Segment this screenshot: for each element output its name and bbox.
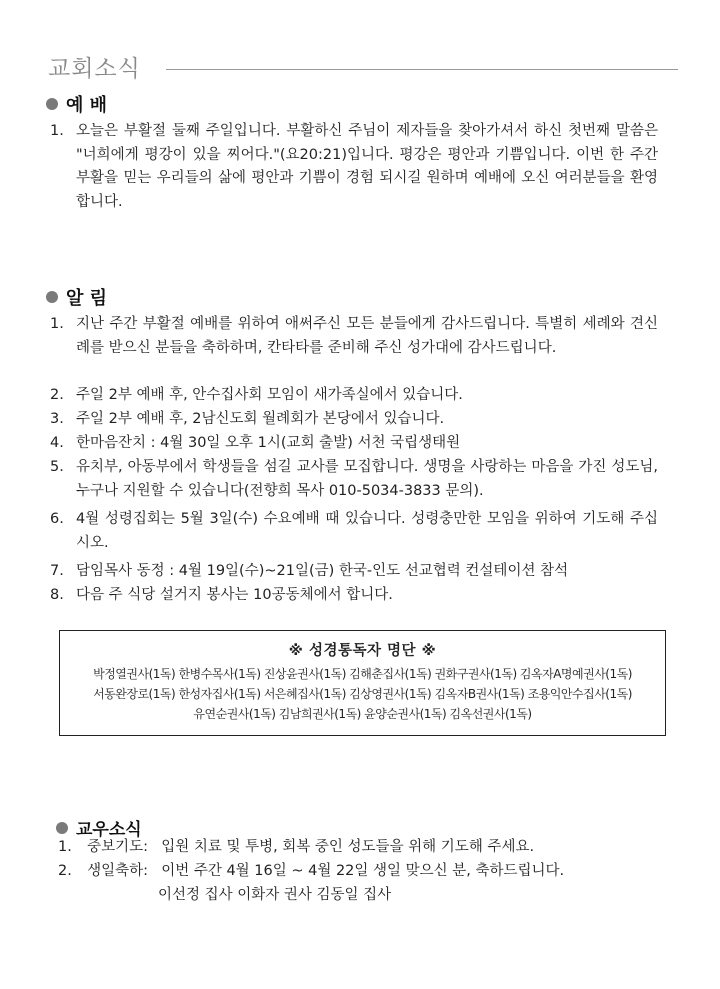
birthday-names: 이선정 집사 이화자 권사 김동일 집사 <box>158 887 392 903</box>
worship-heading <box>46 91 107 117</box>
notice-item <box>50 456 658 503</box>
bible-reading-line: 서동완장로(1독) 한성자집사(1독) 서은혜집사(1독) 김상영권사(1독) 김옥자B권사(1독) 조용익안수집사(1독) <box>93 687 632 701</box>
item-number: 5. <box>50 459 64 475</box>
notice-heading-label: 알 림 <box>66 288 108 309</box>
header-divider <box>166 69 678 70</box>
item-text: 지난 주간 부활절 예배를 위하여 애써주신 모든 분들에게 감사드립니다. 특별히 세례와 견신례를 받으신 분들을 축하하며, 칸타타를 준비해 주신 성가대에 감사드립니다. <box>76 316 658 356</box>
notice-item <box>50 508 658 555</box>
item-number: 7. <box>50 563 64 579</box>
item-number: 1. <box>58 839 72 855</box>
bible-reading-line: 박정열권사(1독) 한병수목사(1독) 진상윤권사(1독) 김해춘집사(1독) 권화구권사(1독) 김옥자A명예권사(1독) <box>93 667 632 681</box>
notice-item <box>50 432 658 456</box>
item-text: 오늘은 부활절 둘째 주일입니다. 부활하신 주님이 제자들을 찾아가셔서 하신 첫번째 말씀은 "너희에게 평강이 있을 찌어다."(요20:21)입니다. 평강은 평안과 기쁨입니다. 이번 한 주간 부활을 믿는 우리들의 삶에 평안과 기쁨이 경험 되시길 원하며 예배에 오신 여러분들을 환영합니다. <box>76 123 658 210</box>
item-text: 담임목사 동정 : 4월 19일(수)~21일(금) 한국-인도 선교협력 컨설테이션 참석 <box>76 563 569 579</box>
item-text: 주일 2부 예배 후, 2남신도회 월례회가 본당에서 있습니다. <box>76 411 445 427</box>
item-text: 유치부, 아동부에서 학생들을 섬길 교사를 모집합니다. 생명을 사랑하는 마음을 가진 성도님, 누구나 지원할 수 있습니다(전향희 목사 010-5034-3833 문의). <box>76 459 658 499</box>
item-label: 생일축하: <box>87 863 148 879</box>
bullet-icon <box>46 98 58 110</box>
item-label: 중보기도: <box>87 839 148 855</box>
item-text: 이번 주간 4월 16일 ~ 4월 22일 생일 맞으신 분, 축하드립니다. <box>161 863 565 879</box>
item-number: 2. <box>58 863 72 879</box>
item-text: 주일 2부 예배 후, 안수집사회 모임이 새가족실에서 있습니다. <box>76 387 463 403</box>
bullet-icon <box>56 822 68 834</box>
notice-item <box>50 408 658 432</box>
item-text: 다음 주 식당 설거지 봉사는 10공동체에서 합니다. <box>76 587 393 603</box>
item-number: 2. <box>50 387 64 403</box>
item-text: 4월 성령집회는 5월 3일(수) 수요예배 때 있습니다. 성령충만한 모임을 위하여 기도해 주십시오. <box>76 511 658 551</box>
notice-item <box>50 313 658 360</box>
item-number: 6. <box>50 511 64 527</box>
worship-item <box>50 120 658 214</box>
notice-item <box>50 584 658 608</box>
item-number: 8. <box>50 587 64 603</box>
bullet-icon <box>46 291 58 303</box>
item-number: 4. <box>50 435 64 451</box>
worship-heading-label: 예 배 <box>66 95 108 116</box>
members-item <box>58 860 564 883</box>
bible-reading-title: ※ 성경통독자 명단 ※ <box>288 643 437 659</box>
notice-item <box>50 560 658 584</box>
bible-reading-line: 유연순권사(1독) 김남희권사(1독) 윤양순권사(1독) 김옥선권사(1독) <box>193 707 532 721</box>
notice-item <box>50 384 658 408</box>
item-number: 3. <box>50 411 64 427</box>
item-number: 1. <box>50 123 64 139</box>
section-header <box>48 50 678 90</box>
notice-heading <box>46 284 107 310</box>
bible-reading-box <box>59 630 666 736</box>
members-item <box>58 836 534 859</box>
members-heading-label: 교우소식 <box>76 820 142 840</box>
page-title: 교회소식 <box>48 56 141 82</box>
item-text: 한마음잔치 : 4월 30일 오후 1시(교회 출발) 서천 국립생태원 <box>76 435 461 451</box>
item-number: 1. <box>50 316 64 332</box>
item-text: 입원 치료 및 투병, 회복 중인 성도들을 위해 기도해 주세요. <box>161 839 535 855</box>
